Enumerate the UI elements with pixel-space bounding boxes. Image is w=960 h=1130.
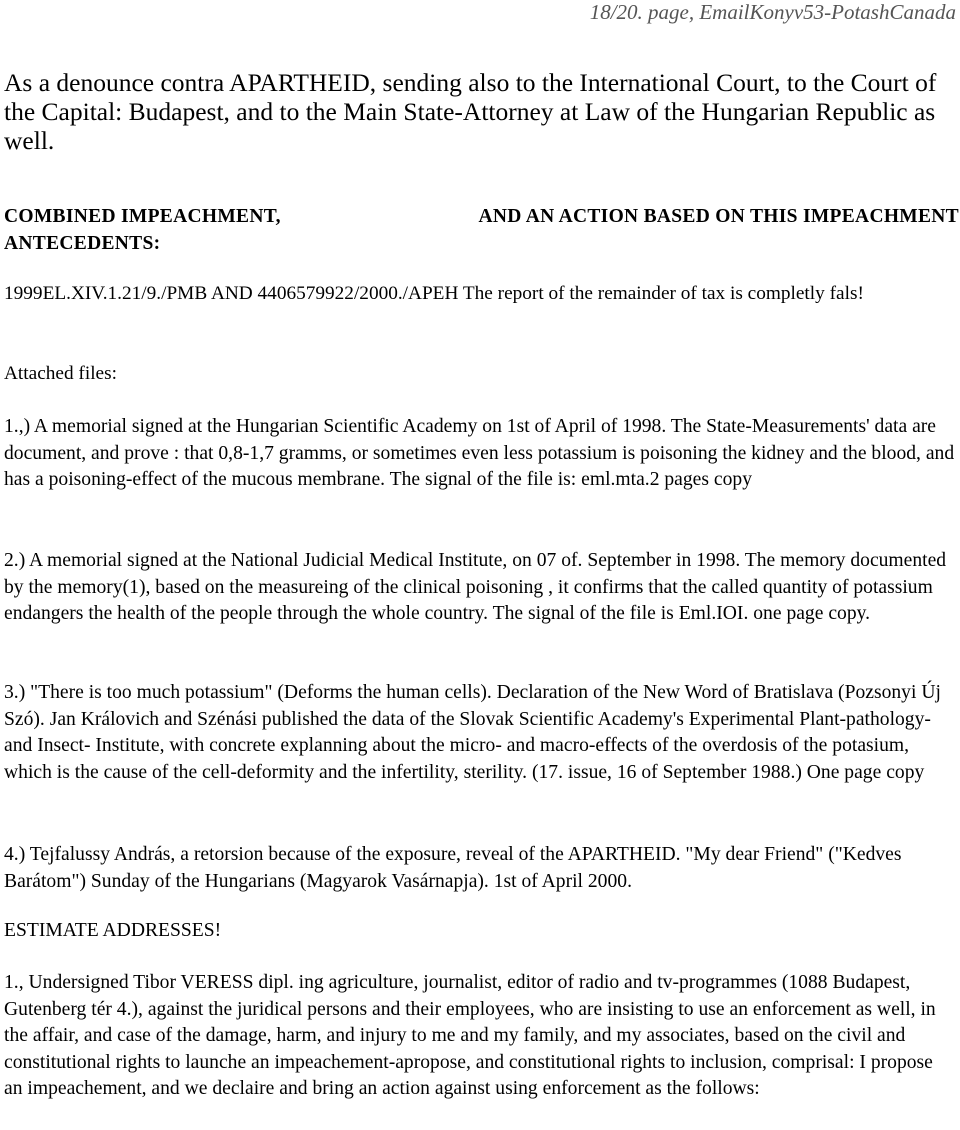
attached-item-3: 3.) "There is too much potassium" (Deforms the human cells). Declaration of the New Word of Bratislava (Pozsonyi Új Szó). Jan Královich and Szénási published the data of the Slovak Scientific Academy's Experimental Plant-pathology- and Insect- Institute, with concrete explanning about the micro- and macro-effects of the overdosis of the potasium, which is the cause of the cell-deformity and the infertility, sterility. (17. issue, 16 of September 1988.) One page copy [4, 682, 941, 783]
estimate-addresses-heading: ESTIMATE ADDRESSES! [4, 920, 222, 941]
antecedents-label: ANTECEDENTS: [4, 233, 161, 254]
attached-item-4: 4.) Tejfalussy András, a retorsion because of the exposure, reveal of the APARTHEID. "My dear Friend" ("Kedves Barátom") Sunday of the Hungarians (Magyarok Vasárnapja). 1st of April 2000. [4, 844, 902, 892]
report-paragraph: 1999EL.XIV.1.21/9./PMB AND 4406579922/2000./APEH The report of the remainder of tax is completly fals! [4, 283, 864, 304]
intro-paragraph: As a denounce contra APARTHEID, sending also to the International Court, to the Court of the Capital: Budapest, and to the Main State-Attorney at Law of the Hungarian Republic as well. [4, 68, 937, 155]
combined-heading-right: AND AN ACTION BASED ON THIS IMPEACHMENT [478, 206, 959, 227]
combined-impeachment-heading [4, 203, 959, 257]
attached-item-1: 1.,) A memorial signed at the Hungarian Scientific Academy on 1st of April of 1998. The State-Measurements' data are document, and prove : that 0,8-1,7 gramms, or sometimes even less potassium is poisoning the kidney and the blood, and has a poisoning-effect of the mucous membrane. The signal of the file is: eml.mta.2 pages copy [4, 416, 955, 490]
attached-item-2: 2.) A memorial signed at the National Judicial Medical Institute, on 07 of. September in 1998. The memory documented by the memory(1), based on the measureing of the clinical poisoning , it confirms that the called quantity of potassium endangers the health of the people through the whole country. The signal of the file is Eml.IOI. one page copy. [4, 550, 947, 624]
page-header: 18/20. page, EmailKonyv53-PotashCanada [589, 0, 956, 24]
combined-heading-left: COMBINED IMPEACHMENT, [4, 206, 281, 227]
final-paragraph: 1., Undersigned Tibor VERESS dipl. ing agriculture, journalist, editor of radio and tv-programmes (1088 Budapest, Gutenberg tér 4.), against the juridical persons and their employees, who are insisting to use an enforcement as well, in the affair, and case of the damage, harm, and injury to me and my family, and my associates, based on the civil and constitutional rights to launche an impeachement-apropose, and constitutional rights to inclusion, comprisal: I propose an impeachement, and we declaire and bring an action against using enforcement as the follows: [4, 972, 936, 1099]
attached-files-label: Attached files: [4, 363, 117, 384]
